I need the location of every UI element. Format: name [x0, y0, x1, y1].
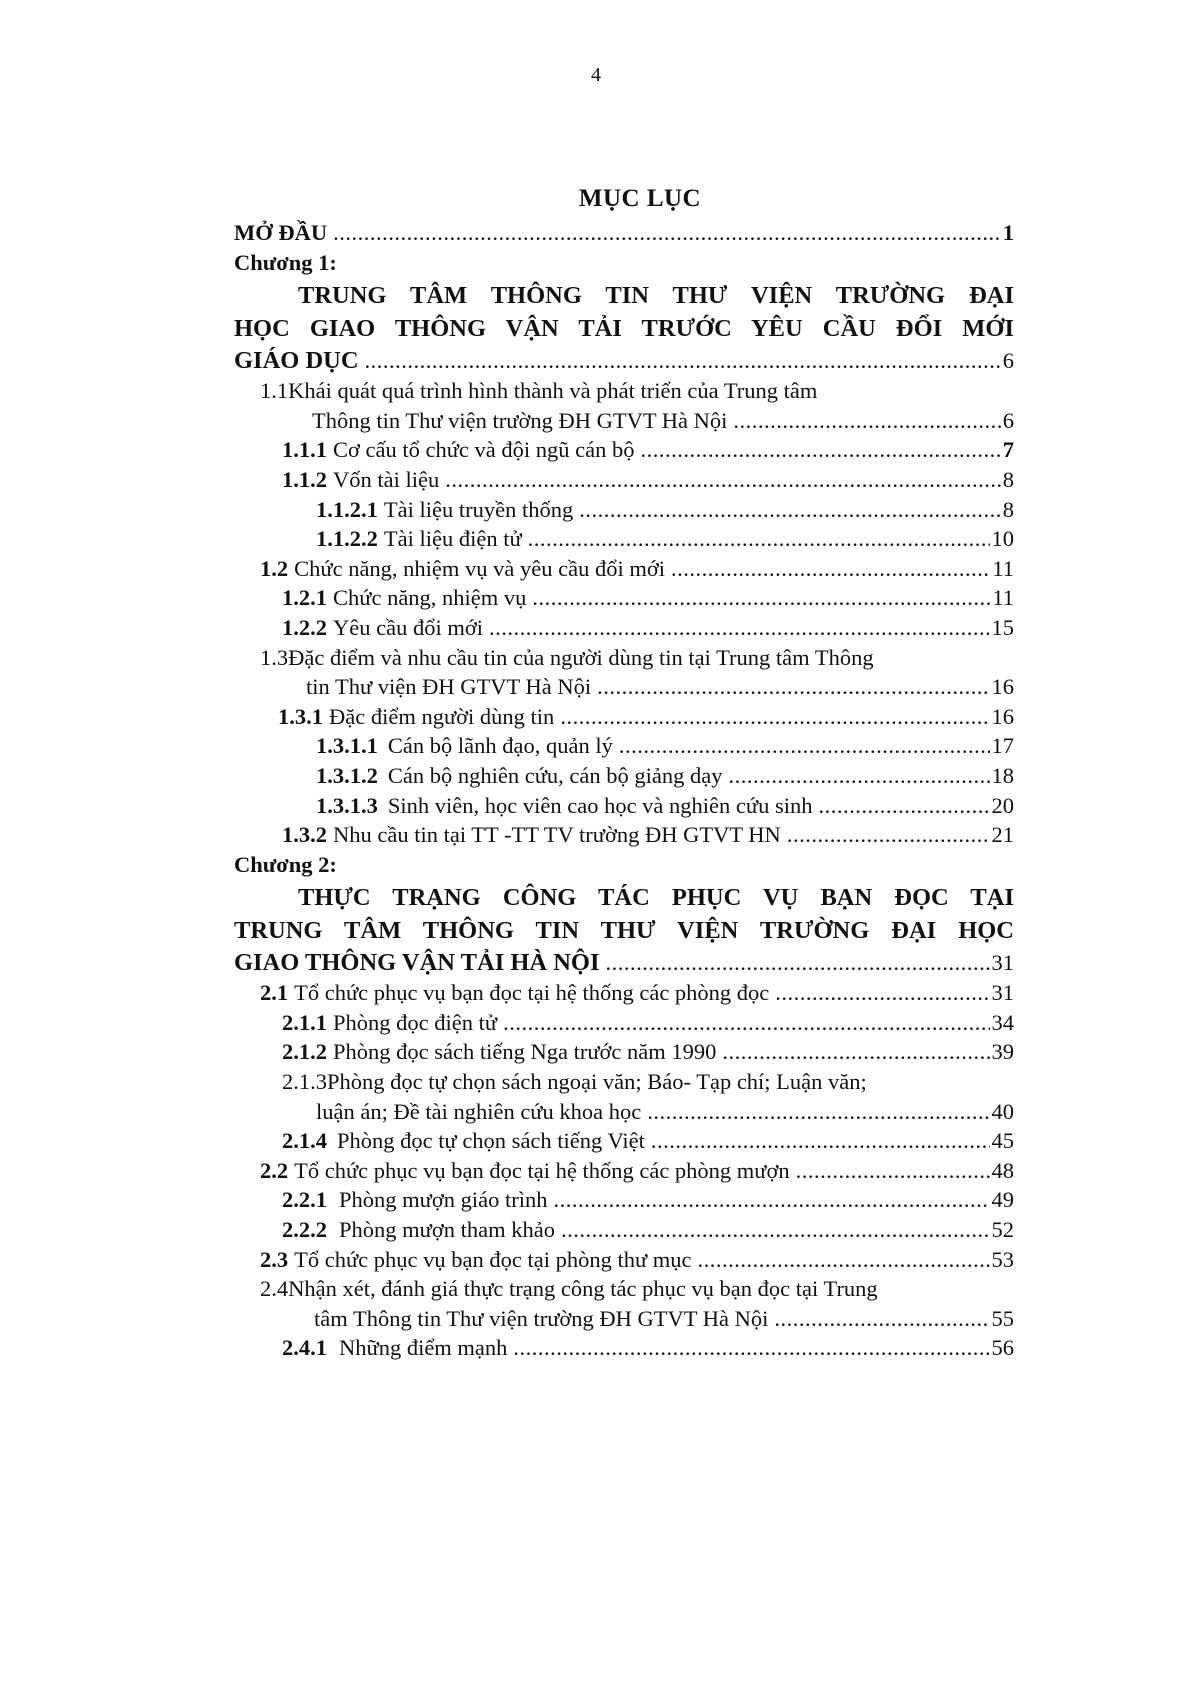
toc-page-number: 8 [1002, 496, 1014, 522]
chapter-title-line: THỰC TRẠNG CÔNG TÁC PHỤC VỤ BẠN ĐỌC TẠI [298, 884, 1014, 912]
toc-section-number: 2.1.1 [282, 1009, 327, 1035]
table-of-contents [234, 218, 1014, 1363]
chapter-title-line: HỌC GIAO THÔNG VẬN TẢI TRƯỚC YÊU CẦU ĐỔI MỚI [234, 315, 1014, 343]
page-number: 4 [591, 64, 601, 86]
toc-entry-text: Cán bộ lãnh đạo, quản lý [387, 733, 613, 759]
toc-section-number: 1.3 [260, 644, 289, 670]
toc-entry-2-4-1[interactable] [234, 1333, 1014, 1363]
toc-section-number: 1.3.1 [278, 703, 323, 729]
toc-page-number: 45 [991, 1128, 1014, 1154]
toc-entry-text: Thông tin Thư viện trường ĐH GTVT Hà Nội [312, 407, 728, 433]
toc-entry-text: Chức năng, nhiệm vụ và yêu cầu đổi mới [294, 555, 666, 581]
toc-section-number: 1.2.2 [282, 614, 327, 640]
toc-page-number: 18 [991, 762, 1014, 788]
toc-section-number: 1.3.2 [282, 822, 327, 848]
toc-page-number: 16 [991, 674, 1014, 700]
toc-entry-text: Chức năng, nhiệm vụ [333, 585, 527, 611]
toc-entry-text: Phòng mượn giáo trình [339, 1187, 548, 1213]
chapter-1-title[interactable] [234, 279, 1014, 345]
chapter-title-line: TRUNG TÂM THÔNG TIN THƯ VIỆN TRƯỜNG ĐẠI HỌC [234, 917, 1014, 945]
toc-entry-text: Tổ chức phục vụ bạn đọc tại phòng thư mục [294, 1246, 692, 1272]
toc-section-number: 1.1 [260, 378, 289, 404]
toc-page-number: 55 [991, 1305, 1014, 1331]
toc-entry-text: tin Thư viện ĐH GTVT Hà Nội [306, 674, 592, 700]
toc-entry-text: Cán bộ nghiên cứu, cán bộ giảng dạy [387, 762, 723, 788]
toc-section-number: 1.2.1 [282, 585, 327, 611]
toc-entry-1-1-2-2[interactable] [234, 524, 1014, 554]
toc-entry-text: Những điểm mạnh [339, 1335, 508, 1361]
chapter-2-label: Chương 2: [234, 851, 337, 877]
toc-page-number: 40 [991, 1098, 1014, 1124]
toc-entry-text: Phòng đọc tự chọn sách ngoại văn; Báo- Tạp chí; Luận văn; [327, 1069, 867, 1095]
toc-entry-text: Phòng đọc tự chọn sách tiếng Việt [337, 1128, 645, 1154]
toc-entry-1-3-2[interactable] [234, 820, 1014, 850]
toc-entry-text: Phòng mượn tham khảo [339, 1217, 555, 1243]
toc-entry-text: tâm Thông tin Thư viện trường ĐH GTVT Hà Nội [314, 1305, 769, 1331]
toc-page-number: 52 [991, 1217, 1014, 1243]
toc-entry-2-1-4[interactable] [234, 1126, 1014, 1156]
toc-entry-2-2-1[interactable] [234, 1185, 1014, 1215]
toc-entry-2-4[interactable] [234, 1274, 1014, 1333]
toc-page-number: 20 [991, 792, 1014, 818]
toc-page-number: 11 [992, 555, 1014, 581]
toc-entry-2-2-2[interactable] [234, 1215, 1014, 1245]
toc-entry-text: Tổ chức phục vụ bạn đọc tại hệ thống các phòng mượn [294, 1157, 790, 1183]
toc-entry-1-2-2[interactable] [234, 613, 1014, 643]
chapter-title-line: GIÁO DỤC [234, 347, 359, 375]
toc-entry-text: Nhận xét, đánh giá thực trạng công tác phục vụ bạn đọc tại Trung [288, 1276, 878, 1302]
toc-page-number: 39 [991, 1039, 1014, 1065]
chapter-title-line: GIAO THÔNG VẬN TẢI HÀ NỘI [234, 949, 600, 977]
toc-entry-2-1-1[interactable] [234, 1008, 1014, 1038]
toc-page-number: 6 [1002, 348, 1014, 374]
toc-entry-text: Đặc điểm và nhu cầu tin của người dùng tin tại Trung tâm Thông [288, 644, 874, 670]
toc-page-number: 17 [991, 733, 1014, 759]
toc-entry-text: Phòng đọc sách tiếng Nga trước năm 1990 [333, 1039, 717, 1065]
toc-entry-1-3-1[interactable] [234, 702, 1014, 732]
toc-page-number: 7 [1002, 437, 1014, 463]
toc-page-number: 11 [992, 585, 1014, 611]
toc-entry-text: Yêu cầu đổi mới [333, 614, 483, 640]
toc-entry-2-3[interactable] [234, 1245, 1014, 1275]
toc-entry-1-3[interactable] [234, 643, 1014, 702]
chapter-2-title-last[interactable] [234, 947, 1014, 978]
toc-section-number: 2.4 [260, 1276, 289, 1302]
toc-page-number: 49 [991, 1187, 1014, 1213]
toc-entry-1-2[interactable] [234, 554, 1014, 584]
toc-page-number: 31 [991, 980, 1014, 1006]
toc-page-number: 53 [991, 1246, 1014, 1272]
toc-entry-1-3-1-3[interactable] [234, 791, 1014, 821]
toc-page-number: 16 [991, 703, 1014, 729]
toc-page-number: 1 [1002, 220, 1014, 245]
toc-entry-text: Khái quát quá trình hình thành và phát triển của Trung tâm [288, 378, 818, 404]
toc-section-number: 2.3 [260, 1246, 289, 1272]
toc-entry-text: Đặc điểm người dùng tin [329, 703, 555, 729]
toc-section-number: 2.4.1 [282, 1335, 327, 1361]
toc-page-number: 21 [991, 822, 1014, 848]
toc-entry-intro[interactable] [234, 218, 1014, 248]
toc-entry-text: Tài liệu truyền thống [383, 496, 574, 522]
toc-section-number: 1.1.1 [282, 437, 327, 463]
toc-entry-text: Vốn tài liệu [333, 466, 440, 492]
toc-section-number: 1.3.1.2 [316, 762, 378, 788]
toc-page-number: 15 [991, 614, 1014, 640]
toc-section-number: 1.3.1.3 [316, 792, 378, 818]
chapter-1-label: Chương 1: [234, 249, 337, 275]
toc-entry-1-1[interactable] [234, 376, 1014, 435]
toc-entry-text: Phòng đọc điện tử [333, 1009, 498, 1035]
toc-section-number: 1.1.2.2 [316, 526, 378, 552]
toc-entry-text: luận án; Đề tài nghiên cứu khoa học [316, 1098, 642, 1124]
toc-entry-1-2-1[interactable] [234, 583, 1014, 613]
toc-entry-2-1[interactable] [234, 978, 1014, 1008]
toc-section-number: 2.1.4 [282, 1128, 327, 1154]
toc-entry-label: MỞ ĐẦU [234, 220, 328, 245]
toc-entry-2-1-2[interactable] [234, 1037, 1014, 1067]
toc-section-number: 2.2.1 [282, 1187, 327, 1213]
toc-section-number: 2.1.2 [282, 1039, 327, 1065]
toc-entry-text: Tài liệu điện tử [383, 526, 522, 552]
toc-entry-1-1-1[interactable] [234, 435, 1014, 465]
toc-page-number: 31 [991, 950, 1014, 976]
toc-entry-text: Tổ chức phục vụ bạn đọc tại hệ thống các phòng đọc [294, 980, 770, 1006]
toc-entry-1-3-1-1[interactable] [234, 731, 1014, 761]
toc-page-number: 6 [1002, 407, 1014, 433]
toc-page-number: 34 [991, 1009, 1014, 1035]
toc-section-number: 2.1 [260, 980, 289, 1006]
toc-section-number: 1.1.2.1 [316, 496, 378, 522]
toc-section-number: 2.1.3 [282, 1069, 327, 1095]
toc-section-number: 2.2.2 [282, 1217, 327, 1243]
chapter-title-line: TRUNG TÂM THÔNG TIN THƯ VIỆN TRƯỜNG ĐẠI [298, 282, 1014, 310]
toc-entry-1-3-1-2[interactable] [234, 761, 1014, 791]
toc-entry-2-2[interactable] [234, 1156, 1014, 1186]
toc-section-number: 1.2 [260, 555, 289, 581]
toc-page-number: 48 [991, 1157, 1014, 1183]
toc-entry-1-1-2[interactable] [234, 465, 1014, 495]
toc-section-number: 2.2 [260, 1157, 289, 1183]
toc-entry-1-1-2-1[interactable] [234, 495, 1014, 525]
toc-section-number: 1.3.1.1 [316, 733, 378, 759]
toc-entry-text: Sinh viên, học viên cao học và nghiên cứu sinh [387, 792, 813, 818]
toc-entry-text: Nhu cầu tin tại TT -TT TV trường ĐH GTVT HN [333, 822, 781, 848]
toc-page-number: 56 [991, 1335, 1014, 1361]
page-title: MỤC LỤC [578, 185, 702, 212]
toc-page-number: 10 [991, 526, 1014, 552]
toc-entry-2-1-3[interactable] [234, 1067, 1014, 1126]
chapter-2-title[interactable] [234, 881, 1014, 947]
toc-section-number: 1.1.2 [282, 466, 327, 492]
chapter-1-title-last[interactable] [234, 345, 1014, 376]
toc-page-number: 8 [1002, 466, 1014, 492]
toc-entry-text: Cơ cấu tổ chức và đội ngũ cán bộ [333, 437, 635, 463]
